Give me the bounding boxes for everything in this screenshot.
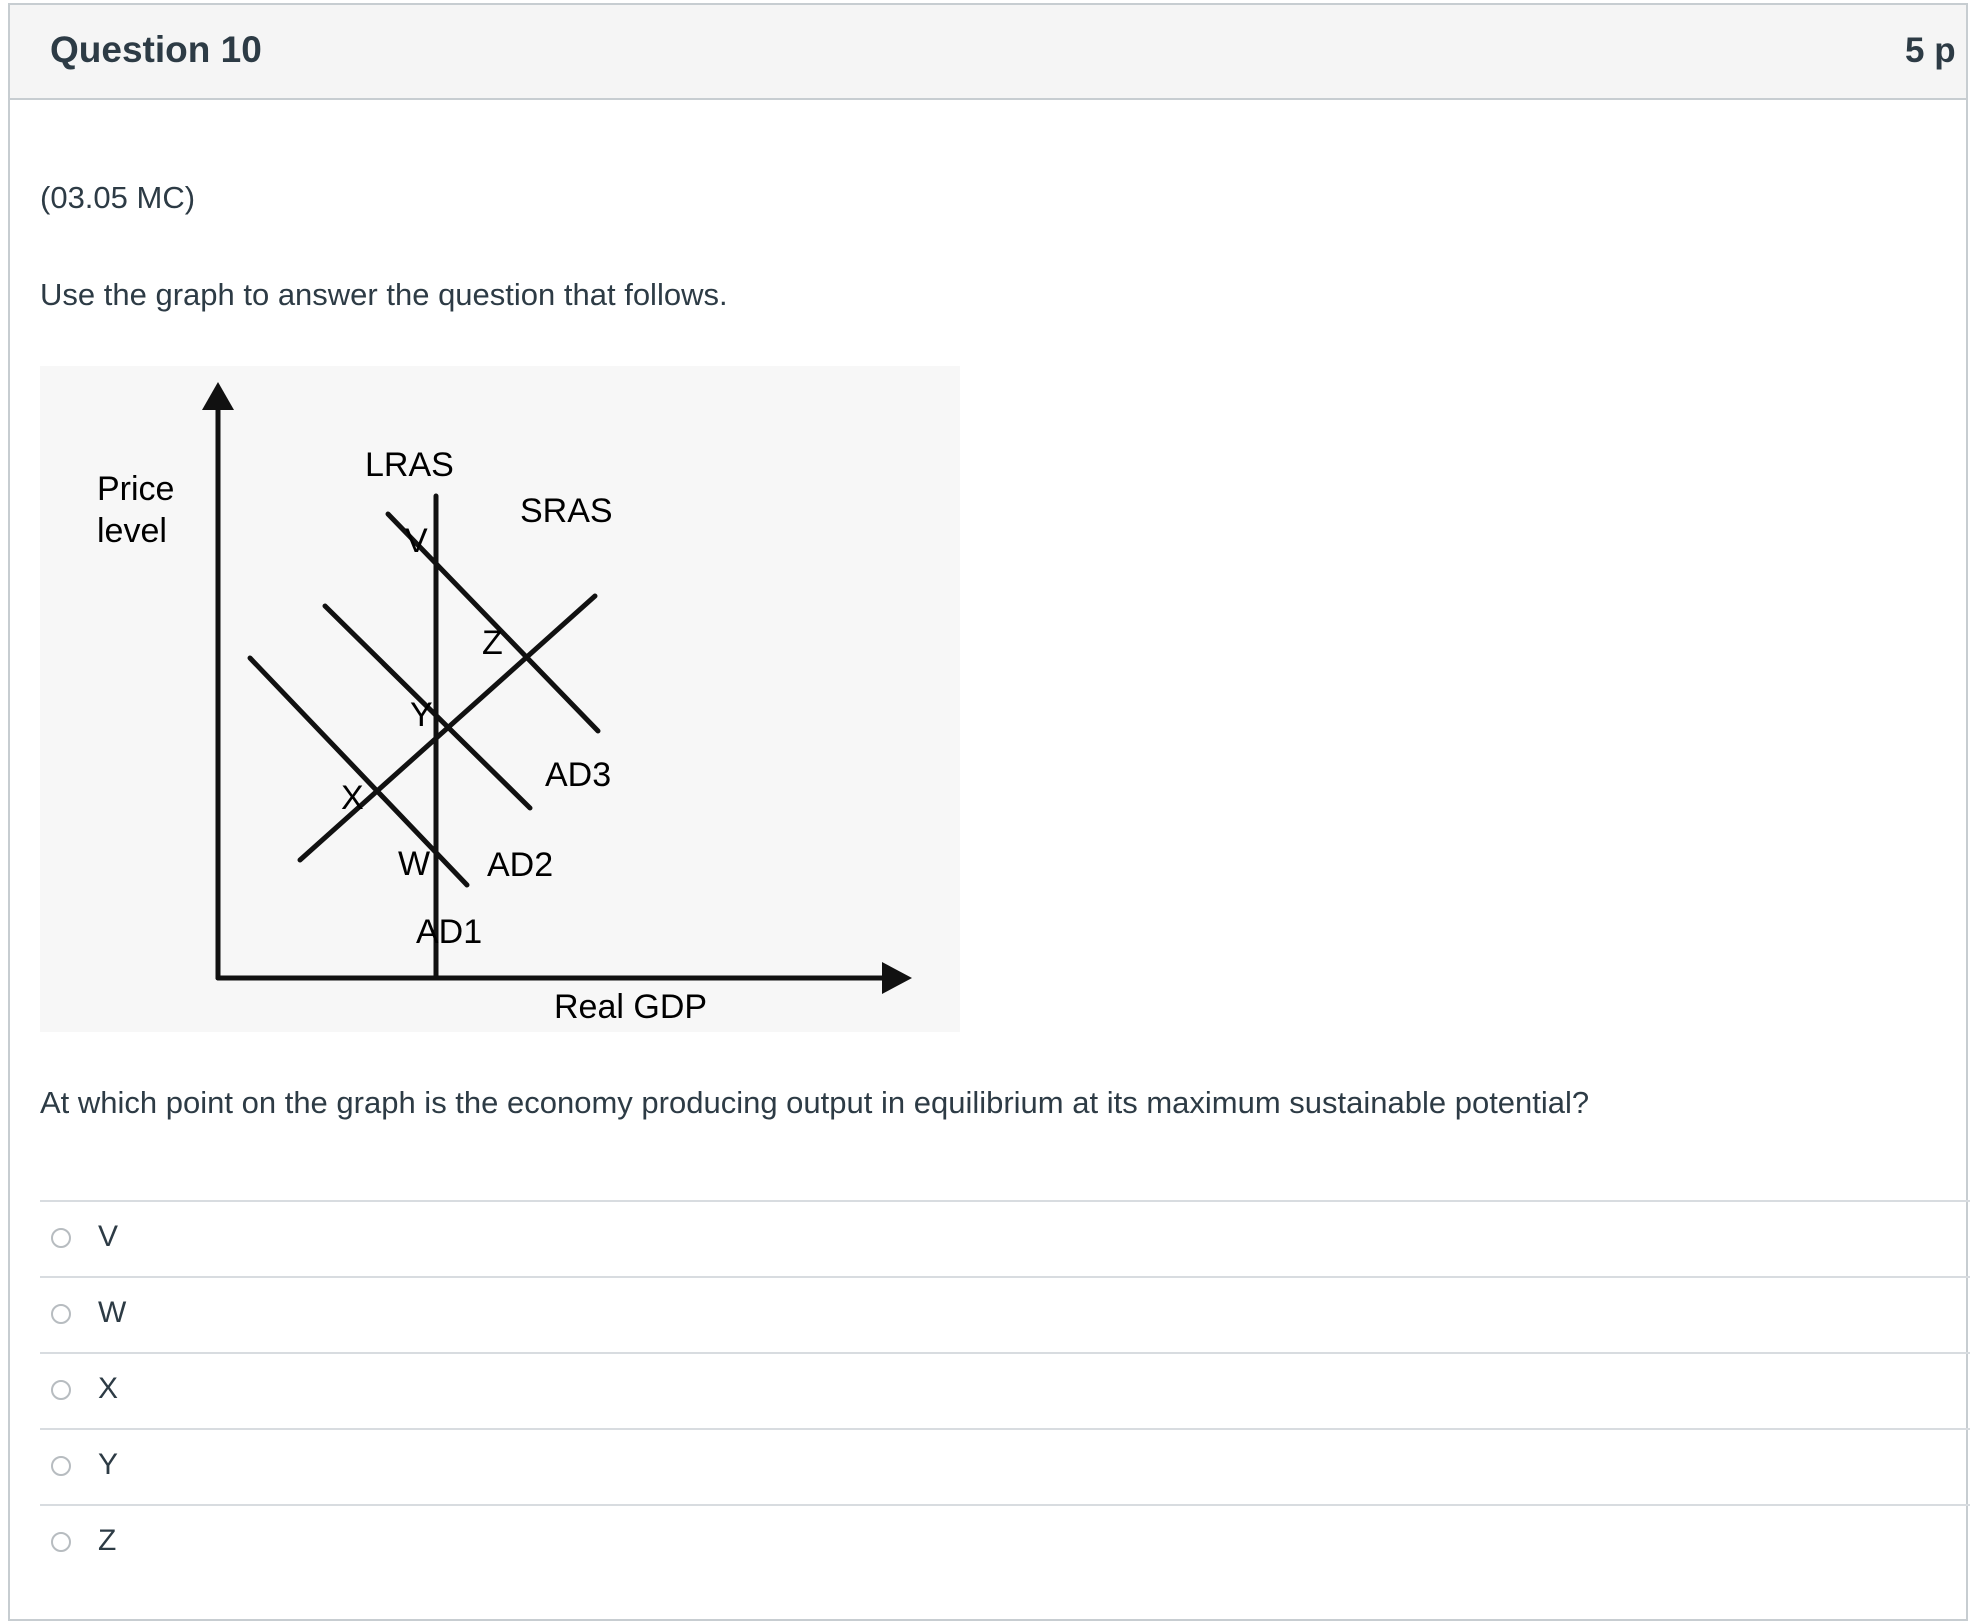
economics-graph <box>40 366 960 1032</box>
answer-label: V <box>98 1220 119 1253</box>
ad1-label: AD1 <box>416 913 483 951</box>
answer-option-z[interactable] <box>40 1506 1970 1580</box>
lras-label: LRAS <box>365 446 454 484</box>
ad3-label: AD3 <box>545 756 612 794</box>
x-axis-label: Real GDP <box>554 988 708 1026</box>
question-prompt: At which point on the graph is the economy producing output in equilibrium at its maximum sustainable potential? <box>40 1085 1590 1120</box>
ad2-label: AD2 <box>487 846 554 884</box>
answer-option-y[interactable] <box>40 1430 1970 1506</box>
y-axis-label-line2: level <box>97 512 167 550</box>
answer-label: Z <box>98 1524 117 1557</box>
point-w-label: W <box>398 845 431 883</box>
radio-button[interactable] <box>51 1304 71 1324</box>
radio-button[interactable] <box>51 1456 71 1476</box>
answer-label: X <box>98 1372 119 1405</box>
y-axis-arrowhead <box>202 382 234 410</box>
point-y-label: Y <box>410 696 433 734</box>
x-axis-arrowhead <box>882 962 912 994</box>
answer-option-v[interactable] <box>40 1202 1970 1278</box>
point-z-label: Z <box>482 624 503 662</box>
answer-label: W <box>98 1296 127 1329</box>
y-axis-label-line1: Price <box>97 470 175 508</box>
radio-button[interactable] <box>51 1532 71 1552</box>
answer-label: Y <box>98 1448 119 1481</box>
answer-list <box>40 1200 1970 1580</box>
question-intro: Use the graph to answer the question that follows. <box>40 277 728 312</box>
question-header <box>10 5 1966 100</box>
question-points: 5 p <box>1905 31 1956 70</box>
point-x-label: X <box>341 779 364 817</box>
answer-option-x[interactable] <box>40 1354 1970 1430</box>
radio-button[interactable] <box>51 1380 71 1400</box>
answer-option-w[interactable] <box>40 1278 1970 1354</box>
question-title: Question 10 <box>50 29 262 70</box>
sras-label: SRAS <box>520 492 613 530</box>
point-v-label: V <box>405 522 428 560</box>
radio-button[interactable] <box>51 1228 71 1248</box>
question-code: (03.05 MC) <box>40 180 196 215</box>
graph-svg <box>40 366 960 1032</box>
